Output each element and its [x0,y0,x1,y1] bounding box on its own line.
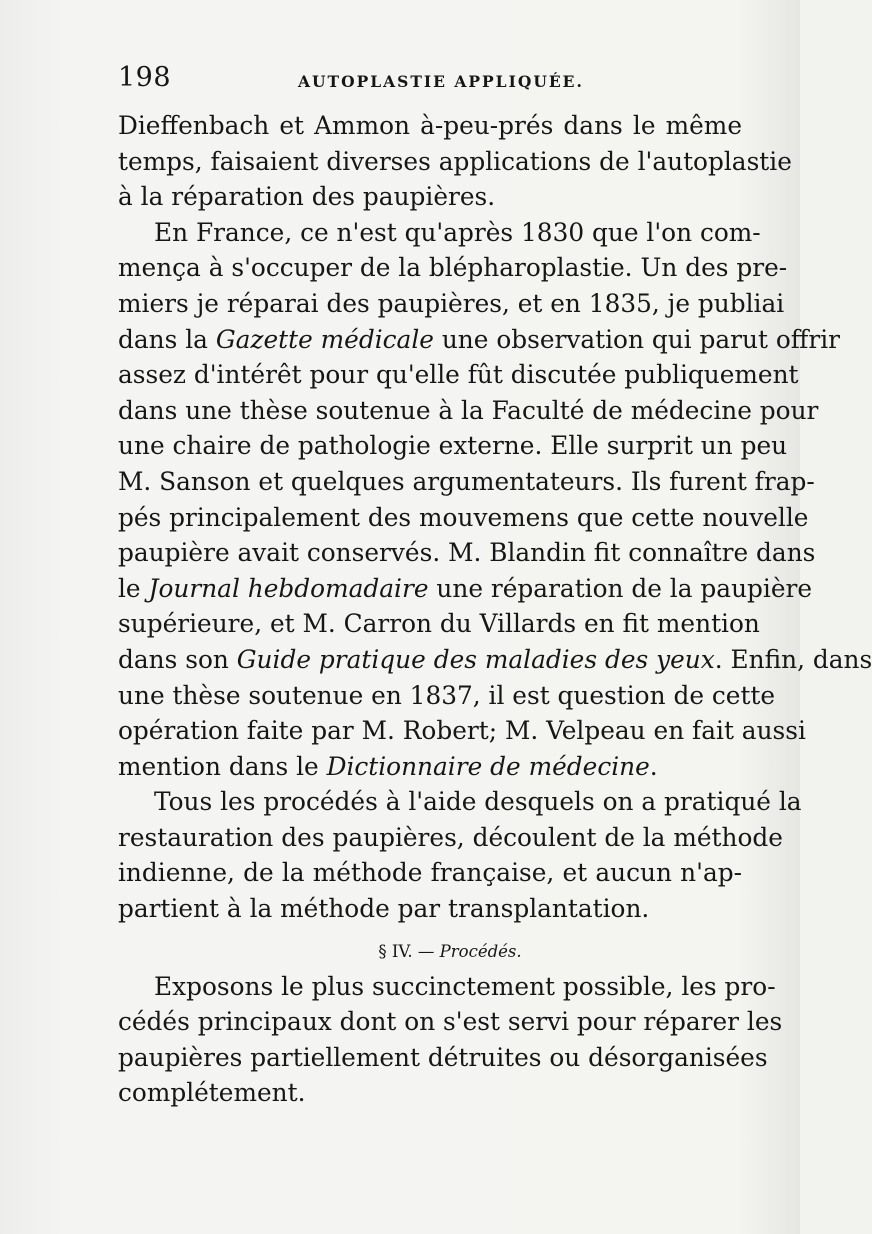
section-heading [118,927,742,969]
text-line: temps, faisaient diverses applications de l'autoplastie [118,146,792,176]
text-line: mença à s'occuper de la blépharoplastie. Un des pre- [118,253,788,283]
text-line: Exposons le plus succinctement possible, les pro- [154,971,776,1001]
text-line: une thèse soutenue en 1837, il est question de cette [118,680,776,710]
text-line: dans son Guide pratique des maladies des yeux. Enfin, dans [118,644,872,674]
italic-title: Gazette médicale [215,324,434,354]
text-line: mention dans le Dictionnaire de médecine. [118,751,658,781]
text-line: une chaire de pathologie externe. Elle surprit un peu [118,431,788,461]
text-line: dans une thèse soutenue à la Faculté de médecine pour [118,395,819,425]
text-line: M. Sanson et quelques argumentateurs. Ils furent frap- [118,466,815,496]
text-line: miers je réparai des paupières, et en 1835, je publiai [118,288,785,318]
text-line: supérieure, et M. Carron du Villards en fit mention [118,609,760,639]
text-line: Tous les procédés à l'aide desquels on a pratiqué la [154,787,802,817]
paragraph-4 [118,969,783,1111]
italic-title: Guide pratique des maladies des yeux [236,644,715,674]
section-title: Procédés. [439,941,522,961]
text-line: opération faite par M. Robert; M. Velpeau en fait aussi [118,716,806,746]
text-line: complétement. [118,1078,306,1108]
paragraph-2 [118,215,872,785]
text-line: à la réparation des paupières. [118,182,496,212]
page-header [118,62,758,98]
italic-title: Journal hebdomadaire [148,573,429,603]
text-line: dans la Gazette médicale une observation qui parut offrir [118,324,841,354]
text-line: pés principalement des mouvemens que cette nouvelle [118,502,809,532]
text-line: partient à la méthode par transplantation. [118,894,650,924]
paragraph-3 [118,784,802,926]
text-line: indienne, de la méthode française, et aucun n'ap- [118,858,742,888]
text-line: En France, ce n'est qu'après 1830 que l'on com- [154,217,761,247]
italic-title: Dictionnaire de médecine [326,751,650,781]
page-body [118,108,872,1111]
paragraph-1 [118,108,792,215]
text-line: le Journal hebdomadaire une réparation de la paupière [118,573,813,603]
text-line: Dieffenbach et Ammon à-peu-prés dans le même [118,111,742,140]
page-number: 198 [118,62,172,93]
section-number: § IV. — [378,941,440,961]
text-line: paupières partiellement détruites ou désorganisées [118,1042,768,1072]
text-line: cédés principaux dont on s'est servi pour réparer les [118,1007,783,1037]
running-title: AUTOPLASTIE APPLIQUÉE. [298,72,584,91]
text-line: restauration des paupières, découlent de la méthode [118,822,783,852]
text-line: assez d'intérêt pour qu'elle fût discutée publiquement [118,360,799,390]
text-line: paupière avait conservés. M. Blandin fit connaître dans [118,538,816,568]
